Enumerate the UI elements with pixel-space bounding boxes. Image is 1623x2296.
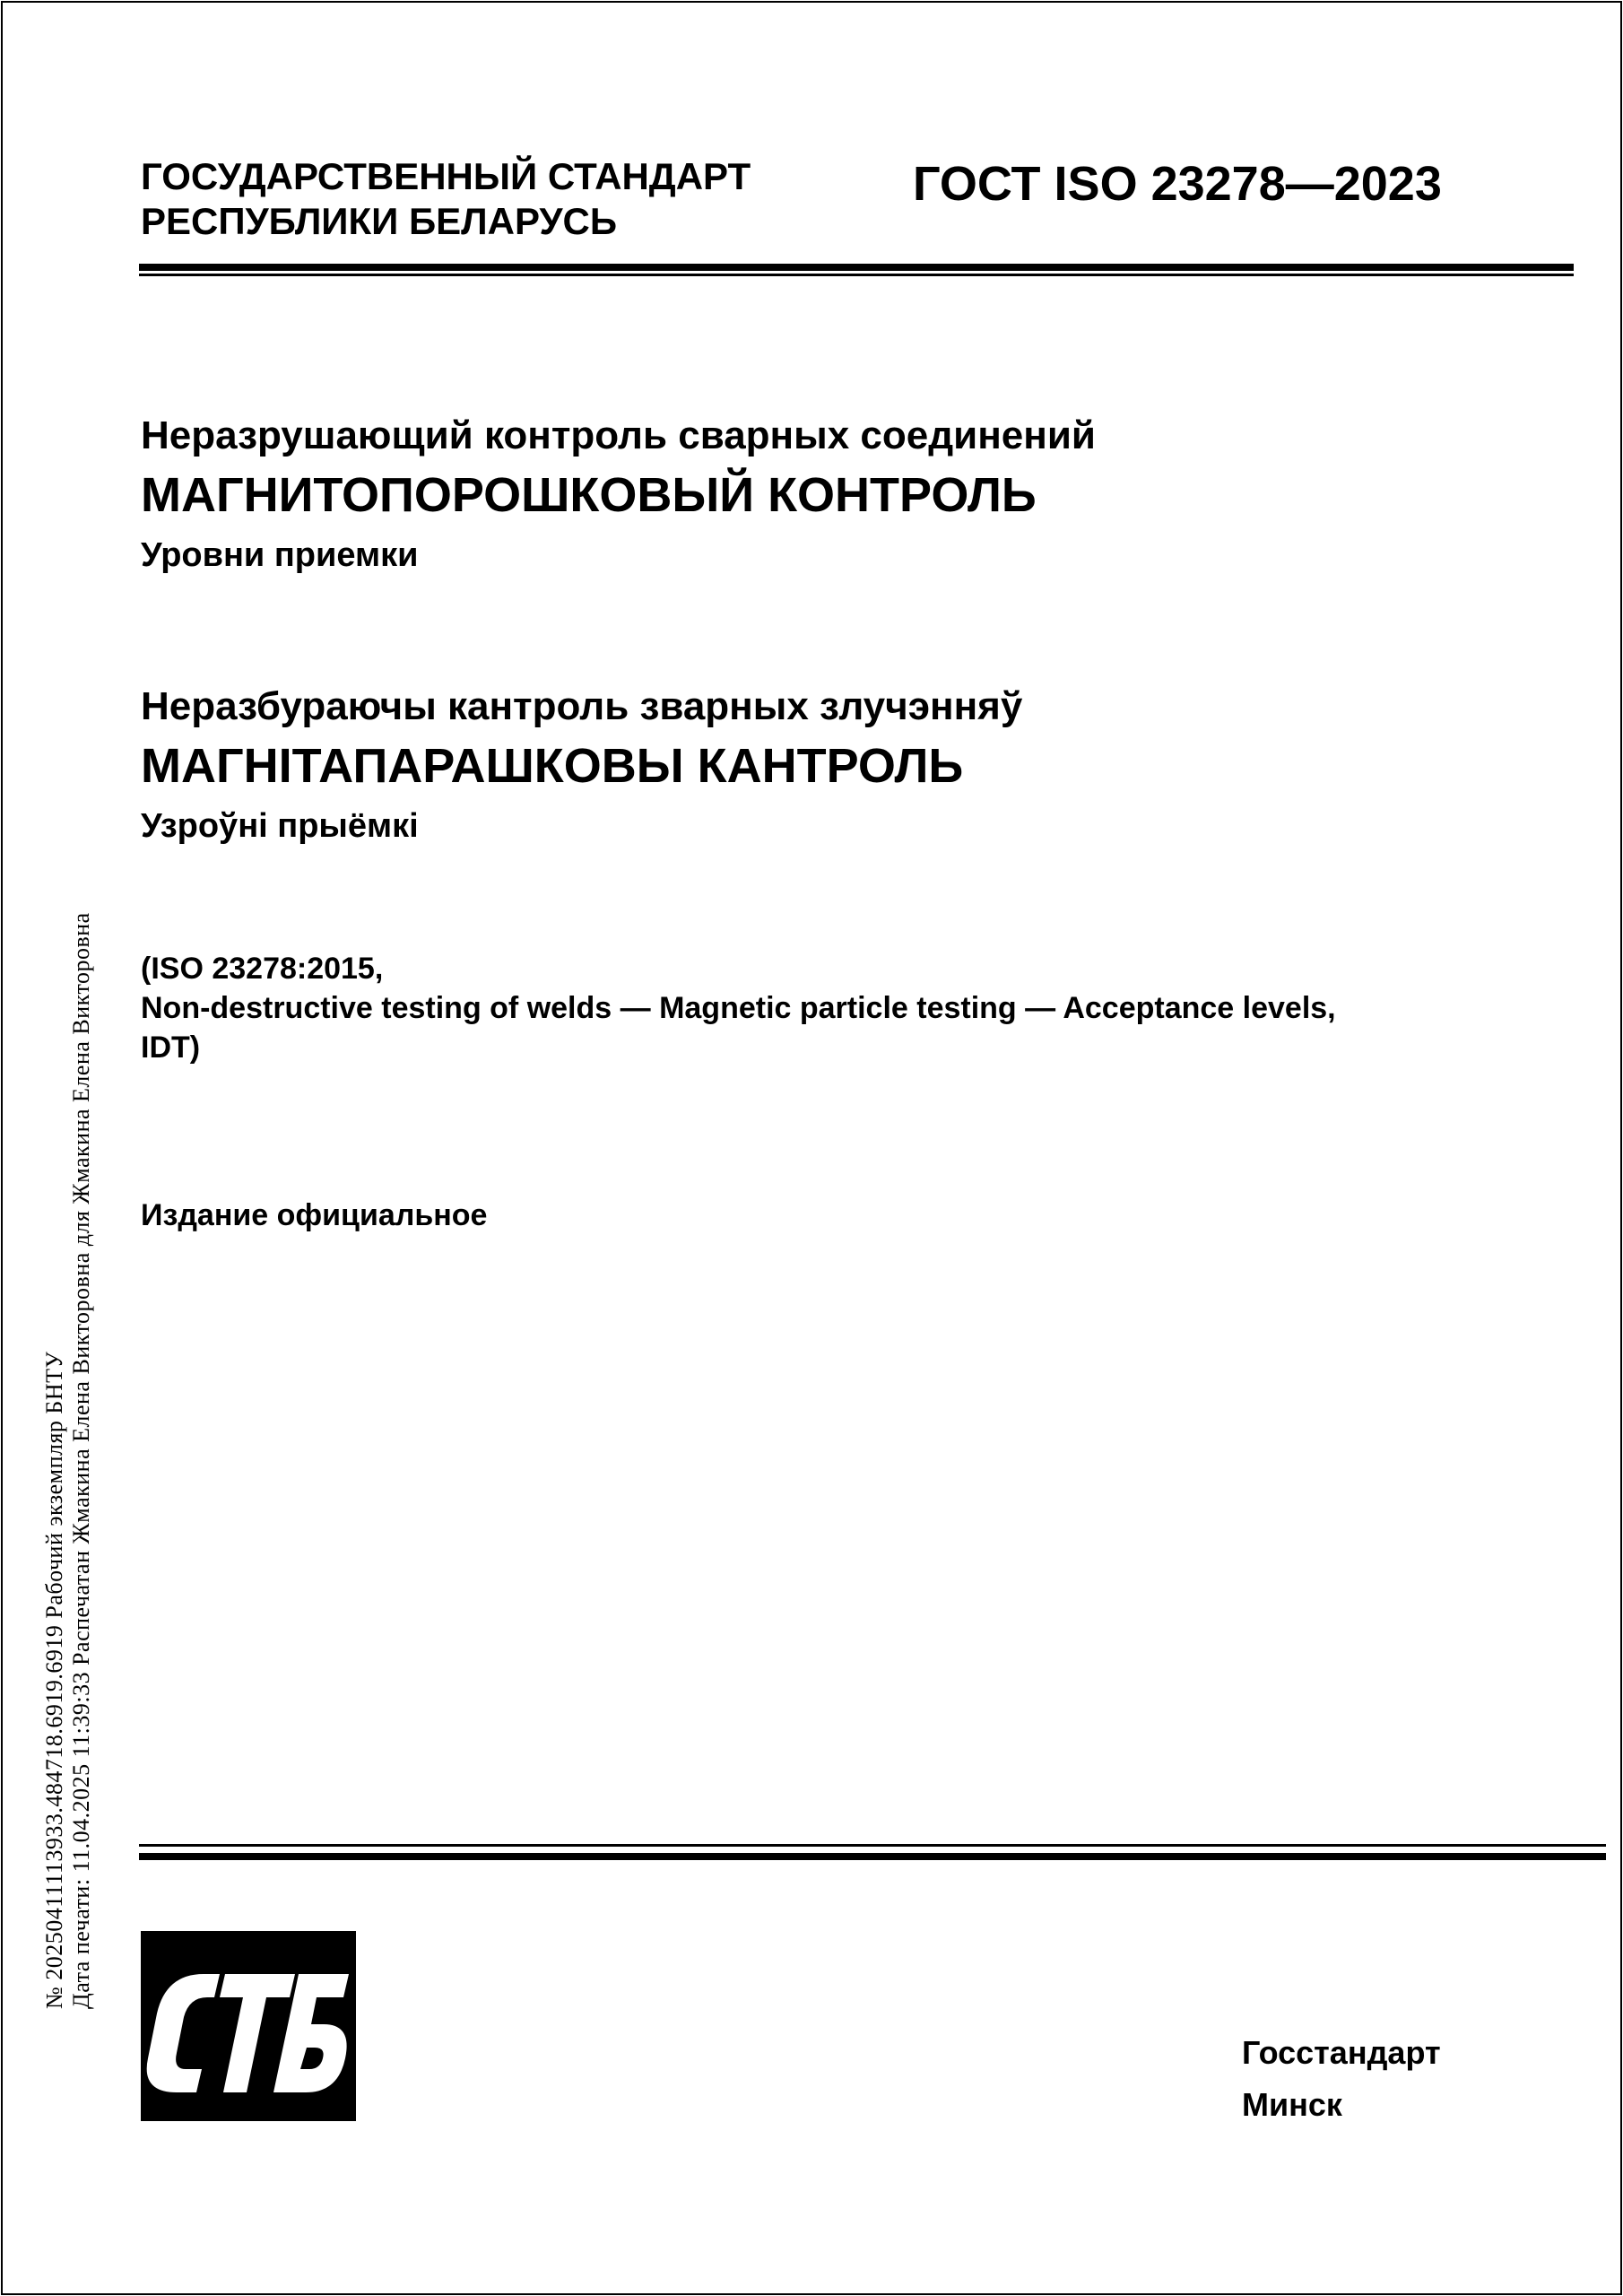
iso-reference <box>141 949 1336 1067</box>
publisher <box>1242 2027 1441 2131</box>
title-ru-line2: МАГНИТОПОРОШКОВЫЙ КОНТРОЛЬ <box>141 468 1037 522</box>
header-rule-thin <box>139 274 1574 276</box>
iso-reference-line1: (ISO 23278:2015, <box>141 952 384 986</box>
publisher-city: Минск <box>1242 2086 1342 2123</box>
title-be-line3: Узроўні прыёмкі <box>141 807 419 845</box>
title-ru-line1: Неразрушающий контроль сварных соединений <box>141 413 1096 457</box>
title-be-line1: Неразбураючы кантроль зварных злучэнняў <box>141 684 1023 728</box>
footer-rule-thin <box>139 1844 1606 1847</box>
issuing-authority <box>141 154 751 244</box>
edition-label: Издание официальное <box>141 1198 488 1232</box>
side-stamp <box>41 628 95 2009</box>
title-ru-line3: Уровни приемки <box>141 536 419 574</box>
iso-reference-line2: Non-destructive testing of welds — Magnetic particle testing — Acceptance levels, <box>141 991 1336 1025</box>
side-stamp-line1: № 20250411113933.484718.6919.6919 Рабочий экземпляр БНТУ <box>41 1351 67 2009</box>
title-be <box>141 683 1022 847</box>
side-stamp-line2: Дата печати: 11.04.2025 11:39:33 Распечатан Жмакина Елена Викторовна для Жмакина Елена Викторовна <box>68 912 94 2009</box>
publisher-name: Госстандарт <box>1242 2034 1441 2071</box>
stb-logo-icon <box>141 1931 356 2121</box>
issuing-authority-line1: ГОСУДАРСТВЕННЫЙ СТАНДАРТ <box>141 155 751 197</box>
iso-reference-line3: IDT) <box>141 1031 201 1065</box>
footer-rule-thick <box>139 1853 1606 1860</box>
header-rule-thick <box>139 264 1574 271</box>
title-ru <box>141 413 1096 576</box>
issuing-authority-line2: РЕСПУБЛИКИ БЕЛАРУСЬ <box>141 200 618 242</box>
standard-code: ГОСТ ISO 23278—2023 <box>913 157 1442 211</box>
title-be-line2: МАГНІТАПАРАШКОВЫ КАНТРОЛЬ <box>141 739 964 793</box>
